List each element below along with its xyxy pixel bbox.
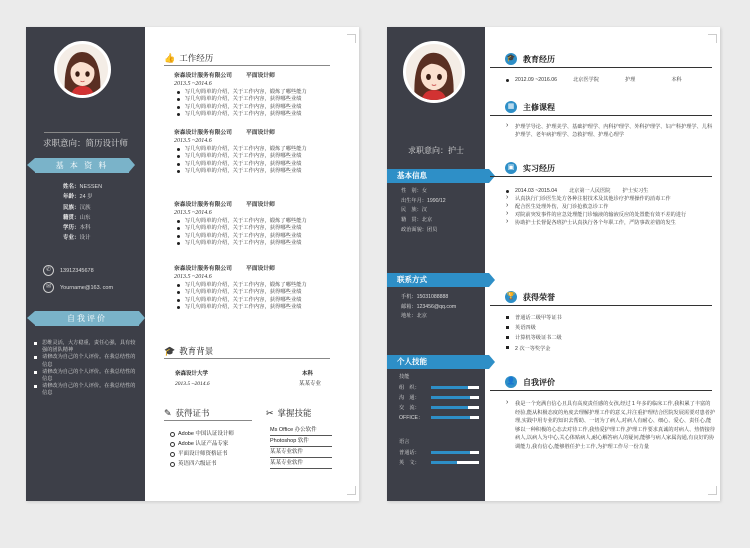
skill-level-fill bbox=[431, 406, 468, 409]
internship-item: › 认真执行门诊医生处方各种注射技术及其他诊疗护理操作的消毒工作 bbox=[505, 195, 715, 203]
divider bbox=[44, 132, 120, 133]
graduation-cap-icon: 🎓 bbox=[505, 53, 517, 65]
basic-row: 年龄：24 岁 bbox=[63, 194, 93, 201]
corner-mark bbox=[708, 34, 717, 43]
section-rule bbox=[490, 305, 712, 306]
corner-mark bbox=[347, 34, 356, 43]
self-eval-list bbox=[34, 340, 138, 398]
education-heading: 🎓 教育背景 bbox=[164, 345, 214, 356]
basic-row: 学历：本科 bbox=[63, 225, 91, 232]
skill-level-fill bbox=[431, 416, 470, 419]
email-row bbox=[43, 282, 113, 293]
basic-row: 籍贯：山东 bbox=[63, 214, 91, 221]
corner-mark bbox=[708, 486, 717, 495]
certificate-item: Adobe 中国认证设计师 bbox=[168, 429, 234, 439]
award-item: 计算机等级证书二级 bbox=[505, 333, 715, 343]
edu-date: 2013.5 ~2014.6 bbox=[175, 381, 210, 387]
basic-row: 民 族：汉 bbox=[401, 207, 427, 214]
skill-bar-row: 沟 通： bbox=[399, 392, 479, 402]
awards-heading: 🏆 获得荣誉 bbox=[506, 292, 555, 302]
email-text: Yourname@163. com bbox=[60, 284, 114, 291]
skill-bars bbox=[399, 372, 479, 422]
self-eval-heading: 👤 自我评价 bbox=[506, 377, 555, 387]
avatar bbox=[54, 41, 111, 98]
thumbs-up-icon: 👍 bbox=[164, 52, 176, 63]
mail-icon: ✉ bbox=[43, 282, 54, 293]
phone-text: 手机：15031088888 bbox=[401, 294, 449, 300]
skill-level-fill bbox=[431, 461, 457, 464]
self-eval-heading: 自我评价 bbox=[35, 311, 139, 326]
skill-bar-row: 交 流： bbox=[399, 402, 479, 412]
briefcase-icon: ▣ bbox=[505, 162, 517, 174]
certificate-item: 平面设计师资格证书 bbox=[168, 449, 234, 459]
job-entry: 奈森设计服务有限公司 平面设计师 2013.5 ~2014.6 写几句简单的介绍，关于工作内容，锻炼了哪些能力 写几句简单的介绍，关于工作内容，获得哪些业绩 写几句简单的介绍，关于工作内容，获得哪些业绩 写几句简单的介绍，关于工作内容，获得哪些业绩 bbox=[174, 202, 354, 247]
skill-level-fill bbox=[431, 386, 468, 389]
graduation-cap-icon: 🎓 bbox=[164, 345, 176, 356]
sidebar bbox=[26, 27, 145, 501]
job-intent: 求职意向：简历设计师 bbox=[42, 138, 128, 148]
self-eval-item: 请修改为自己的个人评价。在我总结性的信息 bbox=[34, 369, 138, 383]
self-eval-item: 请修改为自己的个人评价。在我总结性的信息 bbox=[34, 354, 138, 368]
education-entry bbox=[175, 369, 335, 389]
phone-icon: ✆ bbox=[43, 265, 54, 276]
course-heading: ▦ 主修课程 bbox=[505, 101, 555, 113]
certificate-item: Adobe 认证产品专家 bbox=[168, 439, 234, 449]
job-entry: 奈森设计服务有限公司 平面设计师 2013.5 ~2014.6 写几句简单的介绍，关于工作内容，锻炼了哪些能力 写几句简单的介绍，关于工作内容，获得哪些业绩 写几句简单的介绍，关于工作内容，获得哪些业绩 写几句简单的介绍，关于工作内容，获得哪些业绩 bbox=[174, 73, 354, 118]
address-text: 地址：北京 bbox=[401, 313, 427, 320]
section-rule bbox=[490, 67, 712, 68]
trophy-icon: 🏆 bbox=[505, 291, 517, 303]
section-rule bbox=[490, 115, 712, 116]
basic-info-heading: 基本信息 bbox=[387, 169, 489, 183]
section-rule bbox=[490, 390, 712, 391]
sidebar bbox=[387, 27, 485, 501]
basic-row: 政治面貌：团员 bbox=[401, 226, 438, 233]
award-item: 普通话二级甲等证书 bbox=[505, 313, 715, 323]
self-eval-item: 思维灵活，大方稳重，责任心强，具有较强的团队精神 bbox=[34, 340, 138, 354]
certificate-item: 英语四六级证书 bbox=[168, 459, 234, 469]
internship-item: › 对院前突发事件的应急处理能门诊输液的输液反应的处置能有效不差的进行 bbox=[505, 211, 715, 219]
award-item: 2 次一等奖学金 bbox=[505, 344, 715, 354]
major: 某某专业 bbox=[298, 381, 321, 387]
language-bars bbox=[399, 437, 479, 467]
work-heading: 👍 工作经历 bbox=[164, 52, 214, 63]
basic-row: 籍 贯：北京 bbox=[401, 217, 433, 224]
phone-row bbox=[43, 265, 94, 276]
awards-list bbox=[505, 313, 715, 354]
language-bar-row: 英 文： bbox=[399, 457, 479, 467]
internship-heading: ▣ 实习经历 bbox=[505, 162, 555, 174]
basic-info-heading: 基 本 资 料 bbox=[35, 158, 129, 173]
skills-heading: ✂ 掌握技能 bbox=[266, 407, 312, 418]
contact-heading: 联系方式 bbox=[387, 273, 489, 287]
section-rule bbox=[490, 176, 712, 177]
basic-row: 民族：汉族 bbox=[63, 204, 91, 211]
course-text: › 护理学导论、护理美学、基础护理学、内科护理学、外科护理学、妇产科护理学、儿科护理学、老年病护理学、急救护理、护理心理学 bbox=[505, 123, 715, 139]
grid-icon: ▦ bbox=[505, 101, 517, 113]
job-intent: 求职意向：护士 bbox=[408, 146, 464, 155]
self-eval-text: › 我是一个充满自信心且具有高度责任感的女孩,经过 1 年多的临床工作,我积累了丰富的经验,能从积极态度的角度去理解护理工作的意义,并注重护理结合医院发展需要对患者护理,实践中用专业的知识去帮助、一切为了病人,对病人有耐心、细心、爱心、责任心,能够以一种积极的心态去对待工作,我热爱护理工作,护理工作要求真诚的对病人、热情接待病人,以病人为中心,关心体贴病人,耐心解答病人的疑问,能够与病人家属沟通,有良好的协调能力,我有信心,能够胜任护士工作,为护理工作尽一份力量 bbox=[505, 400, 715, 452]
internship-header: 2014.03 ~2015.04 北京第一人民医院 护士实习生 bbox=[505, 187, 715, 195]
skill-level-fill bbox=[431, 396, 470, 399]
basic-info-list bbox=[63, 182, 102, 244]
skills-heading: 个人技能 bbox=[387, 355, 489, 369]
internship-item: › 配合医生处理外伤，及门诊抢救急诊工作 bbox=[505, 203, 715, 211]
internship-body bbox=[505, 187, 715, 227]
language-label: 语言 bbox=[399, 439, 410, 445]
email-text: 邮箱：123456@qq.com bbox=[401, 303, 457, 310]
work-underline bbox=[164, 65, 330, 66]
resume-one bbox=[26, 27, 359, 501]
corner-mark bbox=[347, 486, 356, 495]
basic-row: 出生年月：1990/12 bbox=[401, 197, 446, 204]
skill-level-fill bbox=[431, 451, 470, 454]
education-heading: 🎓 教育经历 bbox=[506, 54, 555, 64]
skill-label: 技能 bbox=[399, 374, 410, 380]
job-entry: 奈森设计服务有限公司 平面设计师 2013.5 ~2014.6 写几句简单的介绍，关于工作内容，锻炼了哪些能力 写几句简单的介绍，关于工作内容，获得哪些业绩 写几句简单的介绍，关于工作内容，获得哪些业绩 写几句简单的介绍，关于工作内容，获得哪些业绩 bbox=[174, 130, 354, 175]
pen-icon: ✎ bbox=[164, 407, 172, 418]
skill-bar-row: OFFICE： bbox=[399, 412, 479, 422]
internship-item: › 协助护士长督促各班护士认真执行各个年职工作，严防事故差错的发生 bbox=[505, 219, 715, 227]
cert-underline bbox=[164, 420, 252, 421]
skill-item: 某某专业软件 bbox=[270, 458, 332, 469]
skill-item: Ms Office 办公软件 bbox=[270, 425, 332, 436]
education-underline bbox=[164, 358, 330, 359]
self-eval-item: 请修改为自己的个人评价。在我总结性的信息 bbox=[34, 383, 138, 397]
job-entry: 奈森设计服务有限公司 平面设计师 2013.5 ~2014.6 写几句简单的介绍，关于工作内容，锻炼了哪些能力 写几句简单的介绍，关于工作内容，获得哪些业绩 写几句简单的介绍，关于工作内容，获得哪些业绩 写几句简单的介绍，关于工作内容，获得哪些业绩 bbox=[174, 266, 354, 311]
basic-row: 专业：设计 bbox=[63, 235, 91, 242]
basic-row: 性 别：女 bbox=[401, 188, 427, 194]
contact-list bbox=[401, 293, 456, 322]
skill-item: Photoshop 软件 bbox=[270, 436, 332, 447]
avatar bbox=[403, 41, 465, 103]
skill-bar-row: 组 织： bbox=[399, 382, 479, 392]
skills-list bbox=[270, 425, 332, 469]
resume-two bbox=[387, 27, 720, 501]
language-bar-row: 普通话： bbox=[399, 447, 479, 457]
certificate-heading: ✎ 获得证书 bbox=[164, 407, 210, 418]
basic-info-list bbox=[401, 187, 446, 236]
phone-text: 13912345678 bbox=[60, 267, 94, 274]
education-row: 2012.09 ~2016.06 北京医学院 护理 本科 bbox=[505, 76, 715, 84]
award-item: 英语四级 bbox=[505, 323, 715, 333]
school-name: 奈森设计大学 bbox=[175, 371, 209, 377]
degree: 本科 bbox=[301, 371, 313, 377]
certificate-list bbox=[168, 429, 234, 469]
skill-item: 某某专业软件 bbox=[270, 447, 332, 458]
basic-row: 姓名：NESSEN bbox=[63, 184, 103, 190]
user-icon: 👤 bbox=[505, 376, 517, 388]
tools-icon: ✂ bbox=[266, 407, 274, 418]
